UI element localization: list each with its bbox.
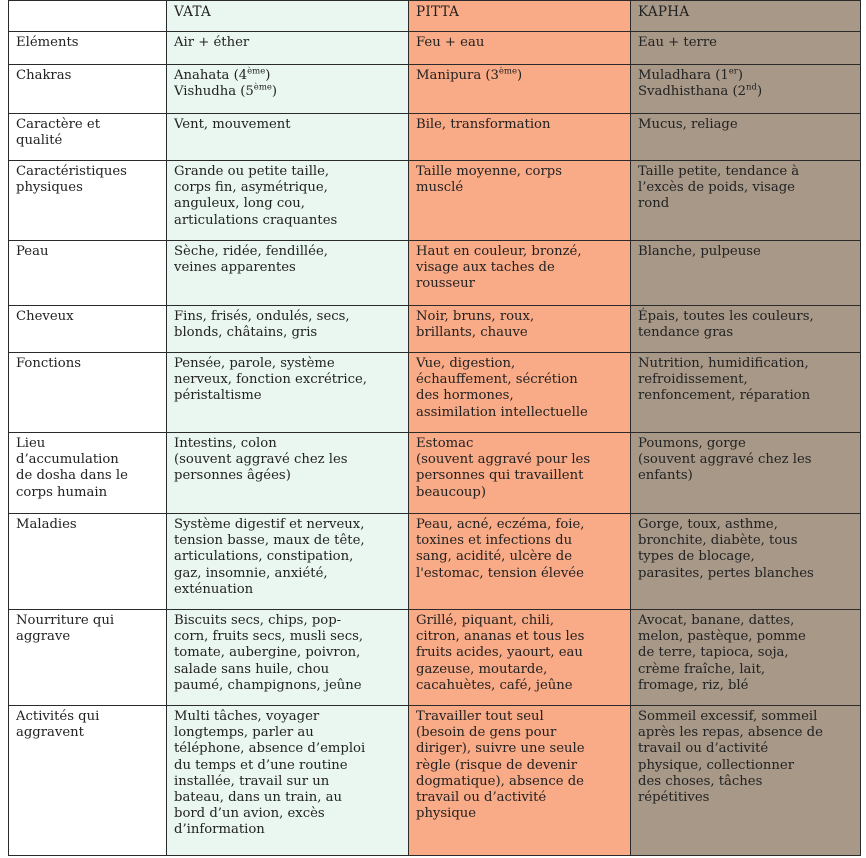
cell-vata: Vent, mouvement	[167, 114, 409, 161]
cell-kapha: Épais, toutes les couleurs, tendance gras	[631, 306, 861, 353]
chakra-sup: ème	[247, 66, 266, 77]
row-label: Caractéristiques physiques	[9, 161, 167, 241]
cell-vata: Fins, frisés, ondulés, secs, blonds, châtains, gris	[167, 306, 409, 353]
cell-kapha: Blanche, pulpeuse	[631, 241, 861, 306]
chakra-text-end: )	[517, 68, 523, 83]
chakra-text-end: )	[265, 68, 271, 83]
cell-pitta: Haut en couleur, bronzé, visage aux taches de rousseur	[409, 241, 631, 306]
cell-vata: Multi tâches, voyager longtemps, parler au téléphone, absence d’emploi du temps et d’une routine installée, travail sur un bateau, dans un train, au bord d’un avion, excès d’information	[167, 706, 409, 856]
chakra-text: Svadhisthana (2	[638, 84, 747, 100]
row-label: Maladies	[9, 514, 167, 610]
cell-vata	[167, 65, 409, 114]
header-kapha: KAPHA	[631, 1, 861, 32]
cell-kapha: Avocat, banane, dattes, melon, pastèque, pomme de terre, tapioca, soja, crème fraîche, lait, fromage, riz, blé	[631, 610, 861, 706]
cell-vata: Air + éther	[167, 32, 409, 65]
table-row-elements	[9, 32, 861, 65]
table-row-chakras	[9, 65, 861, 114]
header-vata: VATA	[167, 1, 409, 32]
row-label: Nourriture qui aggrave	[9, 610, 167, 706]
cell-vata: Biscuits secs, chips, pop- corn, fruits secs, musli secs, tomate, aubergine, poivron, salade sans huile, chou paumé, champignons, jeûne	[167, 610, 409, 706]
cell-kapha: Taille petite, tendance à l’excès de poids, visage rond	[631, 161, 861, 241]
cell-vata: Grande ou petite taille, corps fin, asymétrique, anguleux, long cou, articulations craquantes	[167, 161, 409, 241]
row-label: Fonctions	[9, 353, 167, 433]
cell-vata: Intestins, colon (souvent aggravé chez les personnes âgées)	[167, 433, 409, 514]
row-label: Chakras	[9, 65, 167, 114]
cell-pitta: Grillé, piquant, chili, citron, ananas et tous les fruits acides, yaourt, eau gazeuse, moutarde, cacahuètes, café, jeûne	[409, 610, 631, 706]
cell-pitta	[409, 65, 631, 114]
cell-pitta: Noir, bruns, roux, brillants, chauve	[409, 306, 631, 353]
row-label: Caractère et qualité	[9, 114, 167, 161]
table-row-activites	[9, 706, 861, 856]
chakra-sup: er	[728, 66, 738, 77]
cell-vata: Pensée, parole, système nerveux, fonction excrétrice, péristaltisme	[167, 353, 409, 433]
cell-kapha: Mucus, reliage	[631, 114, 861, 161]
table-row-caracteristiques	[9, 161, 861, 241]
cell-kapha: Eau + terre	[631, 32, 861, 65]
table-row-maladies	[9, 514, 861, 610]
row-label: Cheveux	[9, 306, 167, 353]
cell-kapha: Gorge, toux, asthme, bronchite, diabète, tous types de blocage, parasites, pertes blanches	[631, 514, 861, 610]
table-row-lieu	[9, 433, 861, 514]
table-row-caractere	[9, 114, 861, 161]
chakra-text: Vishudha (5	[174, 84, 254, 100]
row-label: Lieu d’accumulation de dosha dans le corps humain	[9, 433, 167, 514]
cell-pitta: Travailler tout seul (besoin de gens pour diriger), suivre une seule règle (risque de devenir dogmatique), absence de travail ou d’activité physique	[409, 706, 631, 856]
table-row-peau	[9, 241, 861, 306]
table-header-row	[9, 1, 861, 32]
chakra-sup: ème	[498, 66, 518, 77]
cell-vata: Système digestif et nerveux, tension basse, maux de tête, articulations, constipation, gaz, insomnie, anxiété, exténuation	[167, 514, 409, 610]
cell-pitta: Estomac (souvent aggravé pour les personnes qui travaillent beaucoup)	[409, 433, 631, 514]
row-label: Activités qui aggravent	[9, 706, 167, 856]
cell-pitta: Peau, acné, eczéma, foie, toxines et infections du sang, acidité, ulcère de l'estomac, tension élevée	[409, 514, 631, 610]
chakra-text-end: )	[756, 84, 763, 100]
header-pitta: PITTA	[409, 1, 631, 32]
header-empty-cell	[9, 1, 167, 32]
cell-vata: Sèche, ridée, fendillée, veines apparentes	[167, 241, 409, 306]
cell-kapha: Poumons, gorge (souvent aggravé chez les enfants)	[631, 433, 861, 514]
chakra-sup: nd	[746, 82, 757, 93]
cell-pitta: Vue, digestion, échauffement, sécrétion des hormones, assimilation intellectuelle	[409, 353, 631, 433]
chakra-sup: ème	[253, 82, 272, 93]
chakra-text-end: )	[737, 68, 744, 83]
cell-pitta: Bile, transformation	[409, 114, 631, 161]
chakra-text: Anahata (4	[174, 68, 248, 83]
chakra-text: Manipura (3	[416, 68, 499, 83]
table-row-fonctions	[9, 353, 861, 433]
chakra-text: Muladhara (1	[638, 68, 729, 83]
cell-kapha: Sommeil excessif, sommeil après les repas, absence de travail ou d’activité physique, collectionner des choses, tâches répétitives	[631, 706, 861, 856]
cell-pitta: Taille moyenne, corps musclé	[409, 161, 631, 241]
row-label: Eléments	[9, 32, 167, 65]
table-row-cheveux	[9, 306, 861, 353]
cell-kapha	[631, 65, 861, 114]
table-row-nourriture	[9, 610, 861, 706]
cell-pitta: Feu + eau	[409, 32, 631, 65]
dosha-comparison-table	[8, 0, 861, 856]
cell-kapha: Nutrition, humidification, refroidissement, renfoncement, réparation	[631, 353, 861, 433]
row-label: Peau	[9, 241, 167, 306]
chakra-text-end: )	[271, 84, 278, 100]
